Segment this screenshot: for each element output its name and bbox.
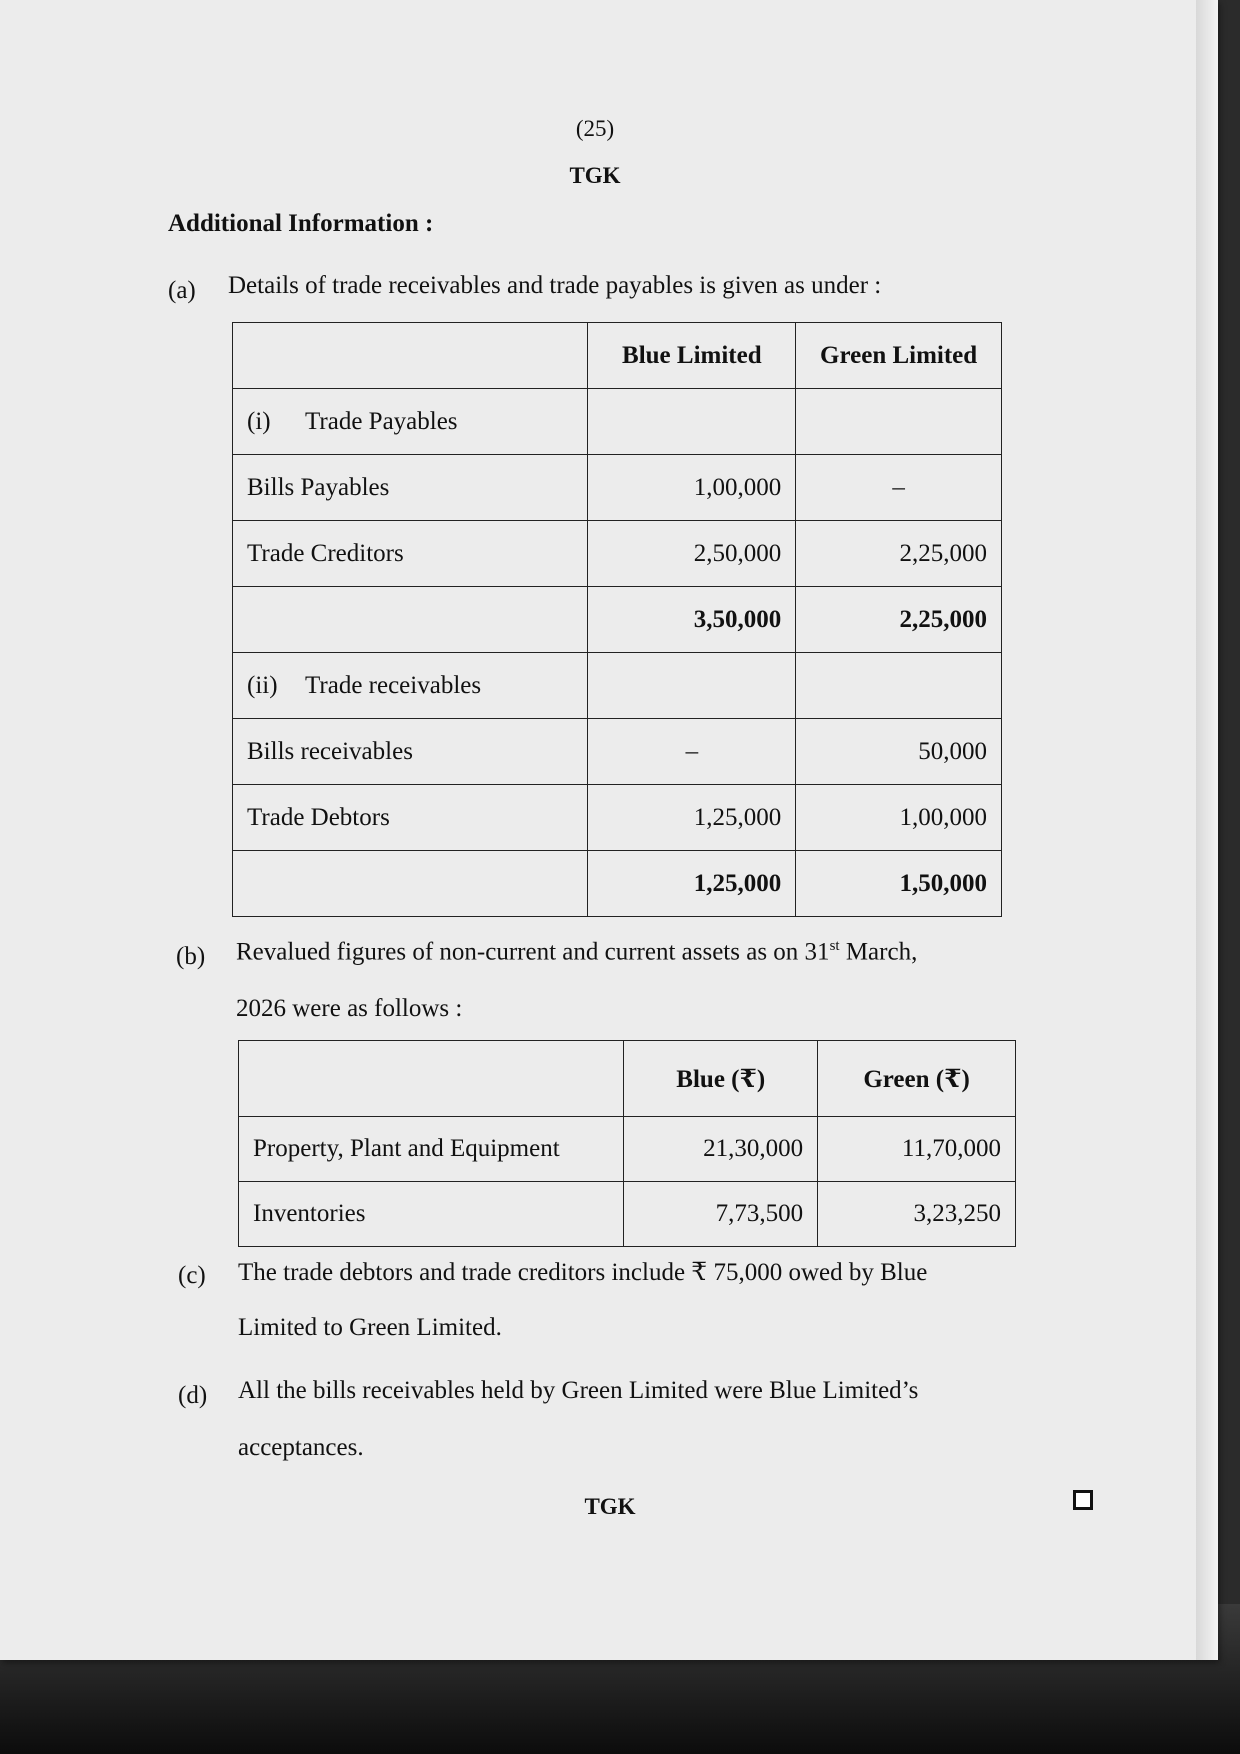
trade-table xyxy=(232,322,1002,917)
item-b-line2: 2026 were as follows : xyxy=(236,995,463,1022)
item-c-line2: Limited to Green Limited. xyxy=(238,1314,502,1341)
row-label: Trade Debtors xyxy=(233,785,588,851)
item-b-line1 xyxy=(236,938,917,966)
cell-green: 3,23,250 xyxy=(818,1182,1016,1247)
section-label: Trade receivables xyxy=(305,671,482,699)
section-marker: (i) xyxy=(247,407,271,435)
cell-green: 50,000 xyxy=(796,719,1002,785)
total-green: 1,50,000 xyxy=(796,851,1002,917)
table-header-row xyxy=(233,323,1002,389)
item-d-line2: acceptances. xyxy=(238,1434,364,1461)
header-green: Green (₹) xyxy=(818,1041,1016,1117)
row-label: Inventories xyxy=(239,1182,624,1247)
table-header-cell xyxy=(233,323,588,389)
item-d-line1: All the bills receivables held by Green Limited were Blue Limited’s xyxy=(238,1377,919,1404)
cell-blue: 7,73,500 xyxy=(624,1182,818,1247)
section-marker: (ii) xyxy=(247,671,278,699)
cell-blue: 1,25,000 xyxy=(588,785,796,851)
cell-blue: 21,30,000 xyxy=(624,1117,818,1182)
row-label: Trade Creditors xyxy=(233,521,588,587)
table-row xyxy=(239,1117,1016,1182)
cell-blue: 1,00,000 xyxy=(588,455,796,521)
total-blue: 1,25,000 xyxy=(588,851,796,917)
cell-green: 11,70,000 xyxy=(818,1117,1016,1182)
paper-code-top: TGK xyxy=(569,163,621,188)
paper-code-bottom: TGK xyxy=(584,1494,636,1519)
header-blue-limited: Blue Limited xyxy=(588,323,796,389)
header-green-limited: Green Limited xyxy=(796,323,1002,389)
table-row xyxy=(233,785,1002,851)
cell-green: – xyxy=(796,455,1002,521)
table-header-cell xyxy=(239,1041,624,1117)
cell-blue: – xyxy=(588,719,796,785)
row-label: Property, Plant and Equipment xyxy=(239,1117,624,1182)
total-green: 2,25,000 xyxy=(796,587,1002,653)
item-a-text: Details of trade receivables and trade payables is given as under : xyxy=(228,272,882,299)
total-blue: 3,50,000 xyxy=(588,587,796,653)
table-row xyxy=(233,521,1002,587)
cell-green: 2,25,000 xyxy=(796,521,1002,587)
row-label: Bills Payables xyxy=(233,455,588,521)
page-number: (25) xyxy=(575,116,615,141)
table-header-row xyxy=(239,1041,1016,1117)
table-row xyxy=(233,653,1002,719)
total-row xyxy=(233,587,1002,653)
item-b-line1-text: Revalued figures of non-current and current assets as on 31 xyxy=(236,938,830,966)
table-row xyxy=(233,389,1002,455)
square-marker-icon xyxy=(1073,1490,1093,1510)
table-row xyxy=(233,455,1002,521)
item-c-line1: The trade debtors and trade creditors include ₹ 75,000 owed by Blue xyxy=(238,1259,928,1286)
table-row xyxy=(239,1182,1016,1247)
page-edge xyxy=(1196,0,1218,1660)
cell-blue: 2,50,000 xyxy=(588,521,796,587)
revalued-assets-table xyxy=(238,1040,1016,1247)
item-b-marker: (b) xyxy=(176,943,206,970)
section-heading: Additional Information : xyxy=(168,210,434,237)
item-d-marker: (d) xyxy=(178,1382,208,1409)
cell-green: 1,00,000 xyxy=(796,785,1002,851)
superscript: st xyxy=(829,938,840,954)
header-blue: Blue (₹) xyxy=(624,1041,818,1117)
section-label-payables xyxy=(233,389,588,455)
section-label-receivables xyxy=(233,653,588,719)
row-label: Bills receivables xyxy=(233,719,588,785)
item-c-marker: (c) xyxy=(178,1262,206,1289)
total-row xyxy=(233,851,1002,917)
item-b-line1-tail: March, xyxy=(839,938,918,966)
item-a-marker: (a) xyxy=(168,277,196,304)
section-label: Trade Payables xyxy=(305,407,458,435)
table-row xyxy=(233,719,1002,785)
